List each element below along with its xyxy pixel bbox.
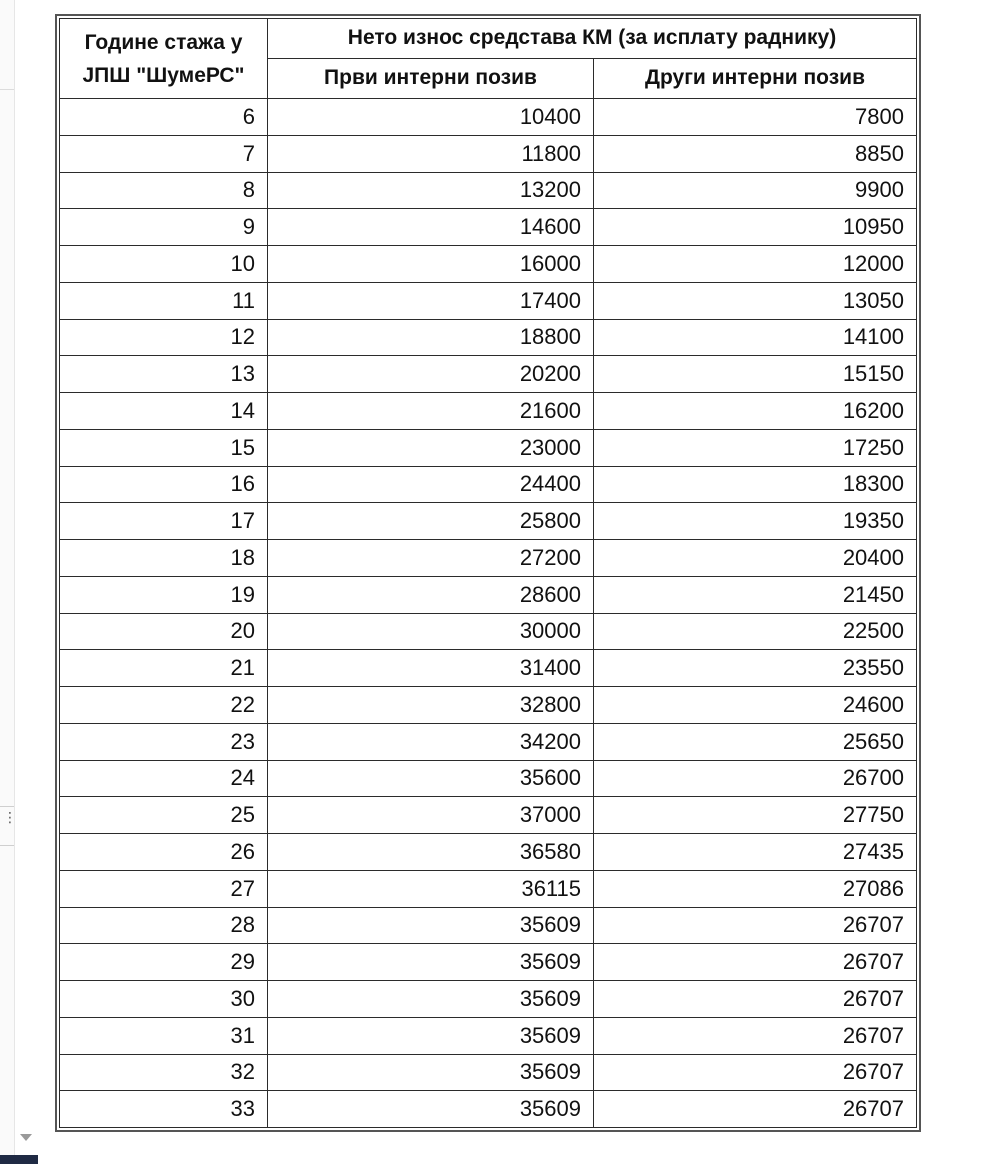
table-row xyxy=(60,135,917,172)
cell-first-call: 25800 xyxy=(268,503,594,540)
table-row xyxy=(60,760,917,797)
table-row xyxy=(60,540,917,577)
cell-second-call: 24600 xyxy=(594,687,917,724)
cell-first-call: 36580 xyxy=(268,834,594,871)
table-row xyxy=(60,834,917,871)
table-row xyxy=(60,1017,917,1054)
cell-years: 32 xyxy=(60,1054,268,1091)
cell-years: 26 xyxy=(60,834,268,871)
cell-second-call: 26707 xyxy=(594,1054,917,1091)
cell-second-call: 19350 xyxy=(594,503,917,540)
cell-first-call: 11800 xyxy=(268,135,594,172)
scroll-down-arrow-icon[interactable] xyxy=(20,1134,32,1141)
table-row xyxy=(60,466,917,503)
cell-second-call: 13050 xyxy=(594,282,917,319)
cell-first-call: 31400 xyxy=(268,650,594,687)
cell-second-call: 26707 xyxy=(594,944,917,981)
header-second-internal-call: Други интерни позив xyxy=(594,59,917,99)
cell-years: 10 xyxy=(60,246,268,283)
cell-years: 11 xyxy=(60,282,268,319)
cell-second-call: 15150 xyxy=(594,356,917,393)
cell-years: 22 xyxy=(60,687,268,724)
cell-years: 30 xyxy=(60,981,268,1018)
cell-years: 28 xyxy=(60,907,268,944)
cell-years: 16 xyxy=(60,466,268,503)
cell-years: 21 xyxy=(60,650,268,687)
cell-years: 19 xyxy=(60,576,268,613)
table-row xyxy=(60,429,917,466)
cell-first-call: 35609 xyxy=(268,981,594,1018)
cell-second-call: 26707 xyxy=(594,1017,917,1054)
cell-first-call: 18800 xyxy=(268,319,594,356)
cell-years: 23 xyxy=(60,723,268,760)
cell-second-call: 16200 xyxy=(594,393,917,430)
cell-first-call: 23000 xyxy=(268,429,594,466)
cell-second-call: 21450 xyxy=(594,576,917,613)
cell-years: 14 xyxy=(60,393,268,430)
cell-first-call: 21600 xyxy=(268,393,594,430)
cell-second-call: 9900 xyxy=(594,172,917,209)
cell-second-call: 17250 xyxy=(594,429,917,466)
cell-first-call: 16000 xyxy=(268,246,594,283)
table-row xyxy=(60,356,917,393)
cell-second-call: 26707 xyxy=(594,907,917,944)
cell-second-call: 22500 xyxy=(594,613,917,650)
cell-second-call: 25650 xyxy=(594,723,917,760)
cell-second-call: 10950 xyxy=(594,209,917,246)
table-row xyxy=(60,1091,917,1128)
cell-second-call: 26707 xyxy=(594,1091,917,1128)
cell-first-call: 37000 xyxy=(268,797,594,834)
cell-years: 24 xyxy=(60,760,268,797)
table-row xyxy=(60,981,917,1018)
cell-first-call: 34200 xyxy=(268,723,594,760)
table-row xyxy=(60,613,917,650)
cell-years: 13 xyxy=(60,356,268,393)
cell-years: 9 xyxy=(60,209,268,246)
table-row xyxy=(60,319,917,356)
cell-years: 12 xyxy=(60,319,268,356)
cell-years: 25 xyxy=(60,797,268,834)
cell-second-call: 27086 xyxy=(594,870,917,907)
table-row xyxy=(60,576,917,613)
cell-second-call: 18300 xyxy=(594,466,917,503)
severance-table-frame xyxy=(55,14,921,1132)
cell-first-call: 35609 xyxy=(268,1091,594,1128)
cell-first-call: 30000 xyxy=(268,613,594,650)
cell-first-call: 10400 xyxy=(268,99,594,136)
cell-second-call: 12000 xyxy=(594,246,917,283)
cell-first-call: 35600 xyxy=(268,760,594,797)
table-row xyxy=(60,870,917,907)
table-row xyxy=(60,282,917,319)
table-row xyxy=(60,1054,917,1091)
cell-first-call: 35609 xyxy=(268,1054,594,1091)
cell-years: 29 xyxy=(60,944,268,981)
cell-years: 31 xyxy=(60,1017,268,1054)
cell-years: 15 xyxy=(60,429,268,466)
cell-first-call: 36115 xyxy=(268,870,594,907)
table-row xyxy=(60,797,917,834)
cell-second-call: 7800 xyxy=(594,99,917,136)
header-first-internal-call: Први интерни позив xyxy=(268,59,594,99)
taskbar-fragment xyxy=(0,1155,38,1164)
cell-second-call: 8850 xyxy=(594,135,917,172)
cell-first-call: 35609 xyxy=(268,944,594,981)
cell-second-call: 14100 xyxy=(594,319,917,356)
cell-second-call: 26700 xyxy=(594,760,917,797)
cell-years: 6 xyxy=(60,99,268,136)
left-panel-divider xyxy=(0,89,14,90)
header-years-of-service: Године стажа у ЈПШ "ШумеРС" xyxy=(60,19,268,99)
cell-first-call: 35609 xyxy=(268,907,594,944)
cell-years: 7 xyxy=(60,135,268,172)
cell-first-call: 24400 xyxy=(268,466,594,503)
cell-second-call: 20400 xyxy=(594,540,917,577)
more-vertical-icon[interactable]: ⋮ xyxy=(3,809,17,825)
cell-first-call: 35609 xyxy=(268,1017,594,1054)
cell-first-call: 27200 xyxy=(268,540,594,577)
table-row xyxy=(60,944,917,981)
cell-first-call: 13200 xyxy=(268,172,594,209)
header-net-amount: Нето износ средстава КМ (за исплату раднику) xyxy=(268,19,917,59)
cell-second-call: 23550 xyxy=(594,650,917,687)
cell-years: 18 xyxy=(60,540,268,577)
cell-first-call: 32800 xyxy=(268,687,594,724)
cell-years: 20 xyxy=(60,613,268,650)
table-row xyxy=(60,907,917,944)
left-panel-edge xyxy=(0,0,15,1164)
cell-years: 8 xyxy=(60,172,268,209)
cell-years: 27 xyxy=(60,870,268,907)
cell-second-call: 27435 xyxy=(594,834,917,871)
table-row xyxy=(60,650,917,687)
table-row xyxy=(60,172,917,209)
table-header-row xyxy=(60,19,917,59)
cell-second-call: 26707 xyxy=(594,981,917,1018)
severance-table xyxy=(59,18,917,1128)
table-row xyxy=(60,503,917,540)
table-row xyxy=(60,209,917,246)
cell-first-call: 17400 xyxy=(268,282,594,319)
table-row xyxy=(60,99,917,136)
cell-first-call: 14600 xyxy=(268,209,594,246)
cell-years: 17 xyxy=(60,503,268,540)
table-row xyxy=(60,687,917,724)
cell-second-call: 27750 xyxy=(594,797,917,834)
table-row xyxy=(60,246,917,283)
table-row xyxy=(60,393,917,430)
table-body xyxy=(60,99,917,1128)
cell-first-call: 20200 xyxy=(268,356,594,393)
cell-first-call: 28600 xyxy=(268,576,594,613)
cell-years: 33 xyxy=(60,1091,268,1128)
table-row xyxy=(60,723,917,760)
